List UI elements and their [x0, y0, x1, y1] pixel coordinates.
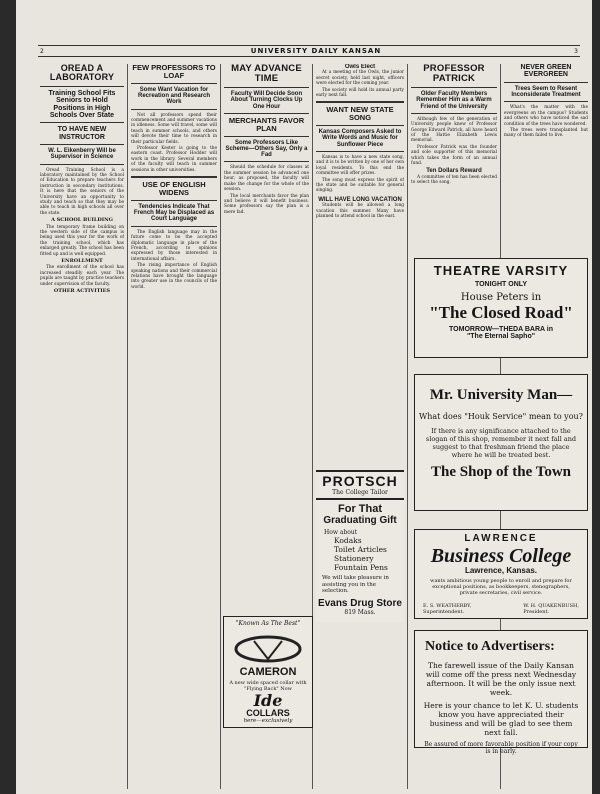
paragraph: The temporary frame building on the western side of the campus is being used this year for the work of the training school, which has enlarged greatly. The school has been fitted up and is well equipped. [40, 224, 124, 257]
cameron-tagline: "Known As The Best" [235, 620, 301, 627]
deck-new-instructor: TO HAVE NEW INSTRUCTOR [57, 126, 107, 141]
gift-line1: For That [338, 503, 382, 515]
theatre-presents: House Peters in [460, 291, 542, 303]
headline-owls: Owls Elect [344, 64, 376, 70]
theatre-tomorrow: TOMORROW—THEDA BARA in [449, 325, 553, 333]
ad-graduating-gift [316, 498, 404, 622]
gift-item: Stationery [334, 554, 374, 564]
college-name: Business College [430, 544, 572, 567]
paragraph: Oread Training School is a laboratory maintained by the School of Education to prepare teachers for instruction in secondary institutions. It is here that the seniors of the University have an opportunity to study and teach so that they may be able to teach in high schools all over the state. [40, 167, 124, 216]
article-body-vacation [316, 203, 404, 219]
college-left-signature [423, 603, 471, 615]
headline-oread: OREAD A LABORATORY [49, 64, 115, 83]
paragraph: The local merchants favor the plan and believe it will benefit business. Some professors say the plan is a mere fad. [224, 193, 309, 215]
article-body-state-song [316, 155, 404, 194]
paragraph: The enrollment of the school has increased steadily each year. The pupils are taught by practice teachers under supervision of the faculty. [40, 265, 124, 287]
headline-patrick: PROFESSOR PATRICK [423, 64, 485, 84]
college-right-signature [523, 603, 579, 615]
protsch-sub: The College Tailor [332, 488, 388, 496]
cameron-name: CAMERON [239, 666, 297, 678]
article-body-patrick [411, 117, 497, 167]
ad-theatre-varsity [414, 258, 588, 358]
headline-evergreen: NEVER GREEN EVERGREEN [520, 64, 572, 79]
divider [40, 144, 124, 145]
gift-closing: We will take pleasure in assisting you in the selection. [322, 575, 389, 595]
divider [131, 176, 217, 178]
paragraph: Not all professors spend their commencement and summer vacations in idleness. Some will travel, some will teach in summer schools, and others will devote their time to research in their particular fields. [131, 112, 217, 145]
column-6 [504, 64, 588, 254]
deck-merchants: Some Professors Like Scheme—Others Say, Only a Fad [225, 139, 308, 159]
ide-product: COLLARS [246, 707, 290, 718]
article-body-advance-time [224, 165, 309, 215]
deck-state-song: Kansas Composers Asked to Write Words and Music for Sunflower Piece [318, 129, 402, 148]
headline-advance-time: MAY ADVANCE TIME [231, 64, 302, 84]
subhead: OTHER ACTIVITIES [53, 288, 111, 295]
paragraph: The song must express the spirit of the state and be suitable for general singing. [316, 177, 404, 194]
theatre-feature: "The Closed Road" [429, 302, 573, 322]
theatre-tonight: TONIGHT ONLY [474, 280, 528, 288]
headline-state-song: WANT NEW STATE SONG [326, 105, 394, 123]
college-city: Lawrence, Kansas. [464, 565, 538, 575]
gift-line2: Graduating Gift [323, 514, 397, 526]
divider [504, 82, 588, 83]
column-rule [407, 64, 408, 789]
paper-name: UNIVERSITY DAILY KANSAN [250, 47, 382, 55]
divider [131, 83, 217, 84]
ad-footer: The Shop of the Town [430, 464, 572, 480]
divider [411, 87, 497, 88]
headline-reward: Ten Dollars Reward [426, 168, 482, 175]
article-body-owls [316, 70, 404, 98]
paragraph: Professor Kester is going to the eastern coast. Professor Hodder will work in the library. Several members of the faculty will teach in summer sessions in other universities. [131, 146, 217, 173]
deck-professors: Some Want Vacation for Recreation and Research Work [137, 86, 211, 106]
page-number-right: 3 [574, 48, 578, 55]
deck-advance-time: Faculty Will Decide Soon About Turning Clocks Up One Hour [230, 90, 303, 110]
ide-logo: Ide [253, 690, 283, 710]
article-body-evergreen [504, 105, 588, 138]
notice-line2: Here is your chance to let K. U. students know you have appreciated their business and will be glad to see them next fall. [423, 701, 579, 737]
gift-items [334, 536, 404, 572]
gift-item: Toilet Articles [334, 545, 387, 555]
signature-title: Superintendent. [423, 609, 465, 615]
notice-to-advertisers [414, 630, 588, 755]
divider [316, 125, 404, 126]
signature-name: W. H. QUAKENBUSH, [523, 603, 579, 609]
paragraph: The trees were transplanted but many of them failed to live. [504, 127, 588, 139]
column-5 [411, 64, 497, 254]
divider [411, 113, 497, 114]
deck-evergreen: Trees Seem to Resent Inconsiderate Treatment [511, 85, 581, 98]
divider [316, 151, 404, 152]
masthead-rule-top [38, 45, 580, 46]
divider [40, 86, 124, 87]
ide-sold: here—exclusively [243, 717, 293, 724]
gift-item: Fountain Pens [334, 563, 388, 573]
paragraph: What's the matter with the evergreens on the campus? Students and others who have noticed the sad condition of the trees have wondered. [504, 105, 588, 127]
ad-cameron-collars [223, 616, 313, 728]
paragraph: A committee of ten has been elected to select the song. [411, 174, 497, 186]
divider [316, 101, 404, 103]
divider [224, 136, 309, 137]
paragraph: Professor Patrick was the founder and sole supporter of this memorial which takes the form of an annual fund. [411, 144, 497, 167]
ad-lawrence-business-college [414, 529, 588, 619]
article-body-reward [411, 175, 497, 186]
ad-body: If there is any significance attached to the slogan of this shop, remember it next fall and suggest to that freshman friend the place where he will be treated best. [425, 427, 577, 459]
paragraph: Students will be allowed a long vacation this summer. Many have planned to attend school in the east. [316, 203, 404, 219]
theatre-tomorrow-feature: "The Eternal Sapho" [466, 333, 536, 341]
article-body-oread [40, 168, 124, 295]
signature-title: President. [523, 609, 550, 615]
collar-illustration [226, 629, 310, 665]
column-rule [220, 64, 221, 789]
newspaper-page [16, 0, 592, 794]
ad-university-man [414, 374, 588, 511]
gift-intro: How about [324, 529, 358, 537]
paragraph: The English language may in the future come to be the accepted diplomatic language in place of the French, according to opinions expressed by those interested in international affairs. [131, 229, 217, 262]
notice-heading: Notice to Advertisers: [425, 639, 555, 654]
divider [131, 109, 217, 110]
college-body: wants ambitious young people to enroll and prepare for exceptional positions, as bookkeepers, stenographers, private secretaries, civil service. [430, 577, 572, 596]
signature-name: E. S. WEATHERBY, [423, 603, 472, 609]
protsch-name: PROTSCH [322, 473, 398, 489]
divider [224, 87, 309, 88]
notice-line3: Be assured of more favorable position if your copy is in early. [424, 741, 578, 755]
divider [40, 164, 124, 165]
headline-professors: FEW PROFESSORS TO LOAF [132, 64, 216, 80]
column-3 [224, 64, 309, 564]
column-2 [131, 64, 217, 789]
article-body-professors [131, 113, 217, 173]
deck-english: Tendencies Indicate That French May be Displaced as Court Language [133, 203, 215, 223]
page-number-left: 2 [40, 48, 44, 55]
deck-oread: Training School Fits Seniors to Hold Positions in High Schools Over State [48, 89, 116, 119]
ad-question: What does "Houk Service" mean to you? [419, 412, 583, 421]
divider [131, 226, 217, 227]
paragraph: At a meeting of the Owls, the junior secret society, held last night, officers were elected for the coming year. [316, 70, 404, 87]
article-body-english [131, 230, 217, 290]
gift-address: 819 Mass. [344, 609, 376, 617]
collar-fold [254, 641, 282, 659]
notice-line1: The farewell issue of the Daily Kansan will come off the press next Wednesday afternoon. It will be the only issue next week. [425, 661, 577, 697]
deck-patrick: Older Faculty Members Remember Him as a Warm Friend of the University [416, 90, 492, 110]
subhead: A SCHOOL BUILDING [51, 217, 113, 224]
headline-english: USE OF ENGLISH WIDENS [142, 180, 206, 197]
column-1 [40, 64, 124, 789]
paragraph: The society will hold its annual party early next fall. [316, 87, 404, 98]
masthead [16, 0, 592, 62]
divider [504, 101, 588, 102]
paragraph: The rising importance of English speaking nations and their commercial relations have brought the language into greater use in the councils of the world. [131, 263, 217, 290]
paragraph: Kansas is to have a new state song, and it is to be written by one of her own loyal residents. To this end the committee will offer prizes. [316, 154, 404, 177]
subhead: ENROLLMENT [61, 258, 103, 265]
ad-protsch [316, 470, 404, 497]
ad-heading: Mr. University Man— [429, 387, 573, 403]
gift-item: Kodaks [334, 536, 362, 546]
theatre-name: THEATRE VARSITY [433, 263, 569, 278]
college-line1: LAWRENCE [464, 533, 538, 544]
gift-store: Evans Drug Store [318, 597, 402, 609]
divider [40, 122, 124, 123]
headline-merchants: MERCHANTS FAVOR PLAN [228, 115, 305, 133]
headline-vacation: WILL HAVE LONG VACATION [318, 196, 402, 203]
masthead-rule-bottom [38, 56, 580, 57]
divider [224, 113, 309, 114]
paragraph: Should the schedule for classes at the summer session be advanced one hour, as proposed, the faculty will make the change for the whole of the session. [224, 165, 309, 193]
column-rule [127, 64, 128, 789]
cameron-desc: A new wide spaced collar with "Flying Back" Now [229, 679, 307, 692]
deck-eikenberry: W. L. Eikenberry Will be Supervisor in Science [48, 147, 116, 161]
divider [131, 200, 217, 201]
paragraph: Although few of the generation of University people knew of Professor George Edward Patrick, all have heard of the Hattie Elizabeth Lewis memorial. [411, 116, 497, 144]
divider [224, 161, 309, 162]
